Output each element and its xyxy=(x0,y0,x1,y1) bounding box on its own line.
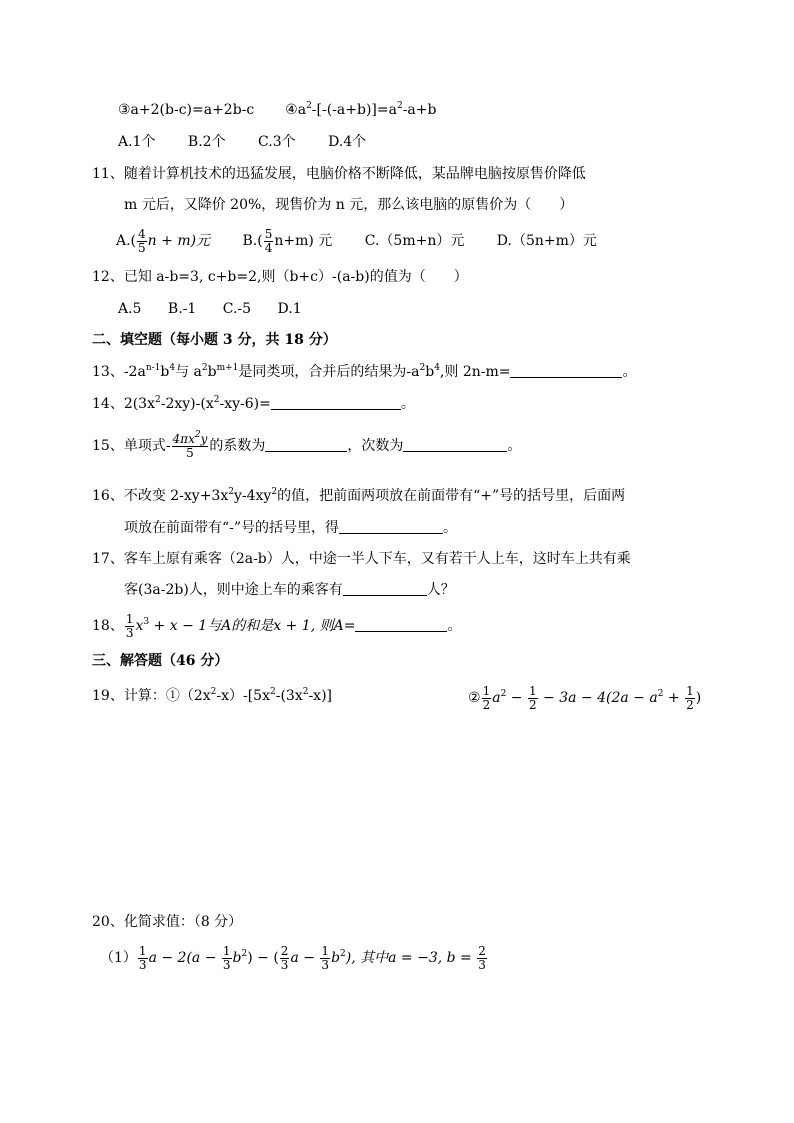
q11-option-d[interactable]: D.（5n+m）元 xyxy=(496,233,597,249)
q19-part2: ② $\frac{1}{2}$ $a^2$ − $\frac{1}{2}$ − $3a - 4(2a - a^2$ + $\frac{1}{2}$ ) xyxy=(468,683,702,712)
q18: 18、 $\frac{1}{3}$ $x^3 + x - 1$与A的和是x + 1, 则A= 。 xyxy=(92,611,462,640)
q14-answer-blank[interactable] xyxy=(271,394,401,410)
q11-option-c[interactable]: C.（5m+n）元 xyxy=(364,233,465,249)
q17-line2: 客(3a-2b)人，则中途上车的乘客有 人？ xyxy=(124,582,455,598)
q10-items xyxy=(118,100,436,120)
q12-options xyxy=(118,299,324,319)
q10-option-a[interactable]: A.1个 xyxy=(118,134,156,150)
q12-option-a[interactable]: A.5 xyxy=(118,301,142,317)
q20-part1: （1） $\frac{1}{3}$ a − 2(a − $\frac{1}{3}$ $b^2$) − ( $\frac{2}{3}$ a − $\frac{1}{3}$ $b^2$), 其中a = −3, b = $\frac{2}{3}$ xyxy=(100,943,486,972)
q19-part1: 19、计算：$①(2x^2-x)-[5x^2-(3x^2-x)]$ xyxy=(92,687,333,704)
q16-line2: 项放在前面带有“-”号的括号里，得 。 xyxy=(124,520,458,536)
q18-answer-blank[interactable] xyxy=(355,616,447,632)
q10-option-c[interactable]: C.3个 xyxy=(258,134,296,150)
q10-item3: ③a+2(b-c)=a+2b-c xyxy=(118,102,255,118)
q12-option-c[interactable]: C.-5 xyxy=(222,301,252,317)
q13-answer-blank[interactable] xyxy=(510,362,622,378)
q14: 14、$2(3x^2-2xy)-(x^2-xy-6)=$ 。 xyxy=(92,395,415,412)
q11-stem-line1: 11、随着计算机技术的迅猛发展，电脑价格不断降低，某品牌电脑按原售价降低 xyxy=(92,166,586,182)
q17-line1: 17、客车上原有乘客（2a-b）人，中途一半人下车，又有若干人上车，这时车上共有乘 xyxy=(92,551,631,567)
section-fill-in-title: 二、填空题（每小题 3 分，共 18 分） xyxy=(92,332,337,348)
q16-answer-blank[interactable] xyxy=(339,518,443,534)
q17-answer-blank[interactable] xyxy=(343,580,427,596)
q20-title: 20、化简求值：（8 分） xyxy=(92,914,243,930)
q15-degree-blank[interactable] xyxy=(403,436,507,452)
q13: 13、$-2a^{n-1}b^4$与 $a^2b^{m+1}$是同类项，合并后的结果为$-a^2b^4$,则 2n-m= 。 xyxy=(92,363,637,380)
q12-stem: 12、已知 a-b=3, c+b=2,则（b+c）-(a-b)的值为（ ） xyxy=(92,269,468,285)
q11-options xyxy=(116,226,625,256)
q10-item4: $④a^2-[-(-a+b)]=a^2-a+b$ xyxy=(285,101,437,118)
q11-stem-line2: m 元后，又降价 20%，现售价为 n 元，那么该电脑的原售价为（ ） xyxy=(124,197,574,213)
q10-options xyxy=(118,132,394,152)
q10-option-d[interactable]: D.4个 xyxy=(328,134,367,150)
q12-option-b[interactable]: B.-1 xyxy=(167,301,197,317)
q16-line1: 16、不改变 $2-xy+3x^2y-4xy^2$的值，把前面两项放在前面带有“+”号的括号里，后面两 xyxy=(92,487,626,504)
q15-coefficient-blank[interactable] xyxy=(265,436,347,452)
q11-option-b[interactable]: B.( $\frac{5}{4}$ n+m) 元 xyxy=(242,226,333,255)
q10-option-b[interactable]: B.2个 xyxy=(187,134,226,150)
section-solve-title: 三、解答题（46 分） xyxy=(92,653,229,669)
q15-monomial: $\frac{4\pi x^2y}{5}$ xyxy=(172,429,208,460)
q11-option-a[interactable]: A.( $\frac{4}{5}$ n + m)元 xyxy=(116,226,211,255)
q15: 15、单项式- $\frac{4\pi x^2y}{5}$ 的系数为 ，次数为 。 xyxy=(92,429,522,460)
q12-option-d[interactable]: D.1 xyxy=(277,301,302,317)
